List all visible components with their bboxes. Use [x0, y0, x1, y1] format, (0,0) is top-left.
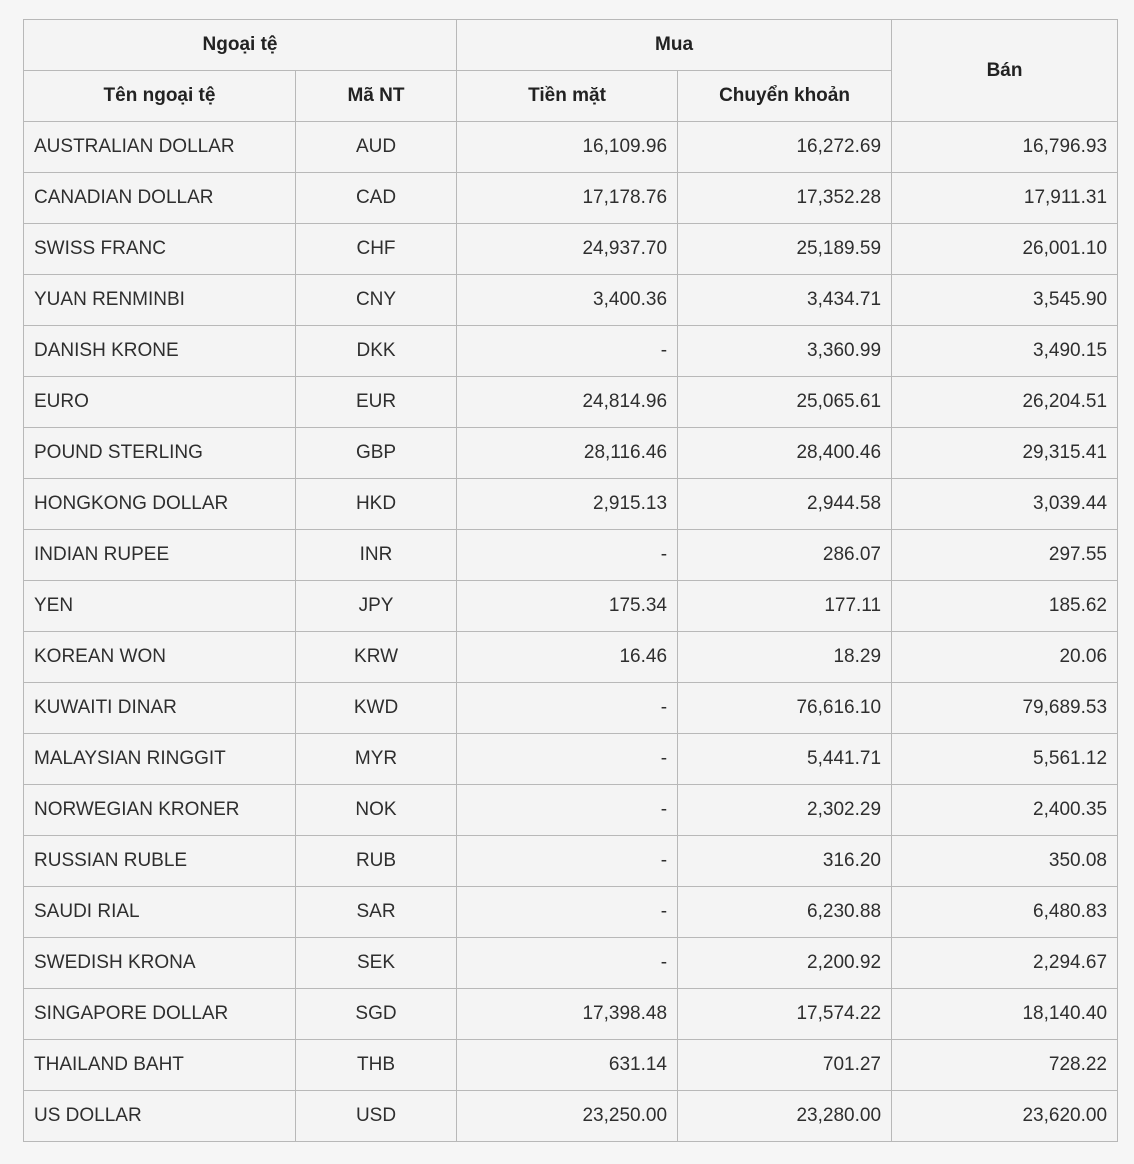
table-row [24, 836, 1118, 887]
currency-code-cell: RUB [296, 836, 457, 887]
currency-name-cell: US DOLLAR [24, 1091, 296, 1142]
cash-buy-cell: 16.46 [457, 632, 678, 683]
table-row [24, 173, 1118, 224]
sell-cell: 185.62 [892, 581, 1118, 632]
transfer-buy-cell: 2,302.29 [678, 785, 892, 836]
table-row [24, 581, 1118, 632]
currency-code-cell: AUD [296, 122, 457, 173]
currency-name-cell: KUWAITI DINAR [24, 683, 296, 734]
currency-name-cell: CANADIAN DOLLAR [24, 173, 296, 224]
cash-buy-cell: - [457, 938, 678, 989]
table-row [24, 122, 1118, 173]
cash-buy-cell: - [457, 683, 678, 734]
transfer-buy-cell: 701.27 [678, 1040, 892, 1091]
transfer-buy-cell: 28,400.46 [678, 428, 892, 479]
table-row [24, 377, 1118, 428]
currency-code-cell: MYR [296, 734, 457, 785]
sell-cell: 3,545.90 [892, 275, 1118, 326]
table-row [24, 428, 1118, 479]
currency-code-cell: USD [296, 1091, 457, 1142]
currency-code-cell: SGD [296, 989, 457, 1040]
cash-buy-cell: 631.14 [457, 1040, 678, 1091]
currency-code-cell: INR [296, 530, 457, 581]
header-transfer: Chuyển khoản [678, 71, 892, 122]
currency-name-cell: SWISS FRANC [24, 224, 296, 275]
sell-cell: 5,561.12 [892, 734, 1118, 785]
cash-buy-cell: 17,398.48 [457, 989, 678, 1040]
currency-name-cell: AUSTRALIAN DOLLAR [24, 122, 296, 173]
rate-rows [24, 122, 1118, 1142]
sell-cell: 17,911.31 [892, 173, 1118, 224]
transfer-buy-cell: 16,272.69 [678, 122, 892, 173]
cash-buy-cell: 24,814.96 [457, 377, 678, 428]
transfer-buy-cell: 286.07 [678, 530, 892, 581]
sell-cell: 2,294.67 [892, 938, 1118, 989]
currency-name-cell: SWEDISH KRONA [24, 938, 296, 989]
currency-name-cell: YUAN RENMINBI [24, 275, 296, 326]
table-row [24, 224, 1118, 275]
transfer-buy-cell: 17,352.28 [678, 173, 892, 224]
currency-name-cell: KOREAN WON [24, 632, 296, 683]
currency-name-cell: SAUDI RIAL [24, 887, 296, 938]
transfer-buy-cell: 76,616.10 [678, 683, 892, 734]
table-row [24, 1040, 1118, 1091]
cash-buy-cell: 175.34 [457, 581, 678, 632]
header-cash: Tiền mặt [457, 71, 678, 122]
transfer-buy-cell: 17,574.22 [678, 989, 892, 1040]
sell-cell: 350.08 [892, 836, 1118, 887]
cash-buy-cell: - [457, 836, 678, 887]
sell-cell: 297.55 [892, 530, 1118, 581]
cash-buy-cell: 2,915.13 [457, 479, 678, 530]
currency-name-cell: YEN [24, 581, 296, 632]
sell-cell: 2,400.35 [892, 785, 1118, 836]
transfer-buy-cell: 25,065.61 [678, 377, 892, 428]
cash-buy-cell: - [457, 326, 678, 377]
table-row [24, 326, 1118, 377]
currency-code-cell: CNY [296, 275, 457, 326]
currency-name-cell: POUND STERLING [24, 428, 296, 479]
sell-cell: 3,490.15 [892, 326, 1118, 377]
transfer-buy-cell: 23,280.00 [678, 1091, 892, 1142]
sell-cell: 29,315.41 [892, 428, 1118, 479]
cash-buy-cell: 24,937.70 [457, 224, 678, 275]
currency-code-cell: THB [296, 1040, 457, 1091]
transfer-buy-cell: 18.29 [678, 632, 892, 683]
currency-name-cell: MALAYSIAN RINGGIT [24, 734, 296, 785]
table-row [24, 683, 1118, 734]
currency-code-cell: KWD [296, 683, 457, 734]
currency-name-cell: HONGKONG DOLLAR [24, 479, 296, 530]
cash-buy-cell: 28,116.46 [457, 428, 678, 479]
transfer-buy-cell: 25,189.59 [678, 224, 892, 275]
sell-cell: 728.22 [892, 1040, 1118, 1091]
currency-code-cell: SAR [296, 887, 457, 938]
exchange-rate-table [23, 19, 1118, 1142]
header-buy-group: Mua [457, 20, 892, 71]
currency-code-cell: GBP [296, 428, 457, 479]
currency-code-cell: SEK [296, 938, 457, 989]
transfer-buy-cell: 177.11 [678, 581, 892, 632]
cash-buy-cell: - [457, 887, 678, 938]
currency-code-cell: JPY [296, 581, 457, 632]
table-header [24, 20, 1118, 122]
cash-buy-cell: 17,178.76 [457, 173, 678, 224]
sell-cell: 79,689.53 [892, 683, 1118, 734]
currency-code-cell: CHF [296, 224, 457, 275]
currency-code-cell: DKK [296, 326, 457, 377]
currency-name-cell: NORWEGIAN KRONER [24, 785, 296, 836]
sell-cell: 18,140.40 [892, 989, 1118, 1040]
currency-name-cell: INDIAN RUPEE [24, 530, 296, 581]
sell-cell: 16,796.93 [892, 122, 1118, 173]
sell-cell: 3,039.44 [892, 479, 1118, 530]
currency-name-cell: EURO [24, 377, 296, 428]
transfer-buy-cell: 6,230.88 [678, 887, 892, 938]
cash-buy-cell: 23,250.00 [457, 1091, 678, 1142]
header-sell: Bán [892, 20, 1118, 122]
currency-code-cell: CAD [296, 173, 457, 224]
table-row [24, 530, 1118, 581]
table-row [24, 632, 1118, 683]
sell-cell: 20.06 [892, 632, 1118, 683]
table-row [24, 887, 1118, 938]
currency-name-cell: RUSSIAN RUBLE [24, 836, 296, 887]
table-row [24, 479, 1118, 530]
table-row [24, 785, 1118, 836]
transfer-buy-cell: 3,360.99 [678, 326, 892, 377]
header-currency-name: Tên ngoại tệ [24, 71, 296, 122]
table-row [24, 989, 1118, 1040]
cash-buy-cell: - [457, 785, 678, 836]
header-currency-code: Mã NT [296, 71, 457, 122]
sell-cell: 23,620.00 [892, 1091, 1118, 1142]
cash-buy-cell: 3,400.36 [457, 275, 678, 326]
cash-buy-cell: - [457, 530, 678, 581]
currency-code-cell: EUR [296, 377, 457, 428]
cash-buy-cell: - [457, 734, 678, 785]
sell-cell: 6,480.83 [892, 887, 1118, 938]
table-row [24, 275, 1118, 326]
table-row [24, 1091, 1118, 1142]
currency-name-cell: DANISH KRONE [24, 326, 296, 377]
header-foreign-currency-group: Ngoại tệ [24, 20, 457, 71]
table-row [24, 734, 1118, 785]
currency-name-cell: THAILAND BAHT [24, 1040, 296, 1091]
header-group-row [24, 20, 1118, 71]
sell-cell: 26,204.51 [892, 377, 1118, 428]
table-row [24, 938, 1118, 989]
currency-name-cell: SINGAPORE DOLLAR [24, 989, 296, 1040]
sell-cell: 26,001.10 [892, 224, 1118, 275]
transfer-buy-cell: 316.20 [678, 836, 892, 887]
transfer-buy-cell: 3,434.71 [678, 275, 892, 326]
transfer-buy-cell: 5,441.71 [678, 734, 892, 785]
transfer-buy-cell: 2,944.58 [678, 479, 892, 530]
cash-buy-cell: 16,109.96 [457, 122, 678, 173]
currency-code-cell: HKD [296, 479, 457, 530]
transfer-buy-cell: 2,200.92 [678, 938, 892, 989]
currency-code-cell: KRW [296, 632, 457, 683]
currency-code-cell: NOK [296, 785, 457, 836]
